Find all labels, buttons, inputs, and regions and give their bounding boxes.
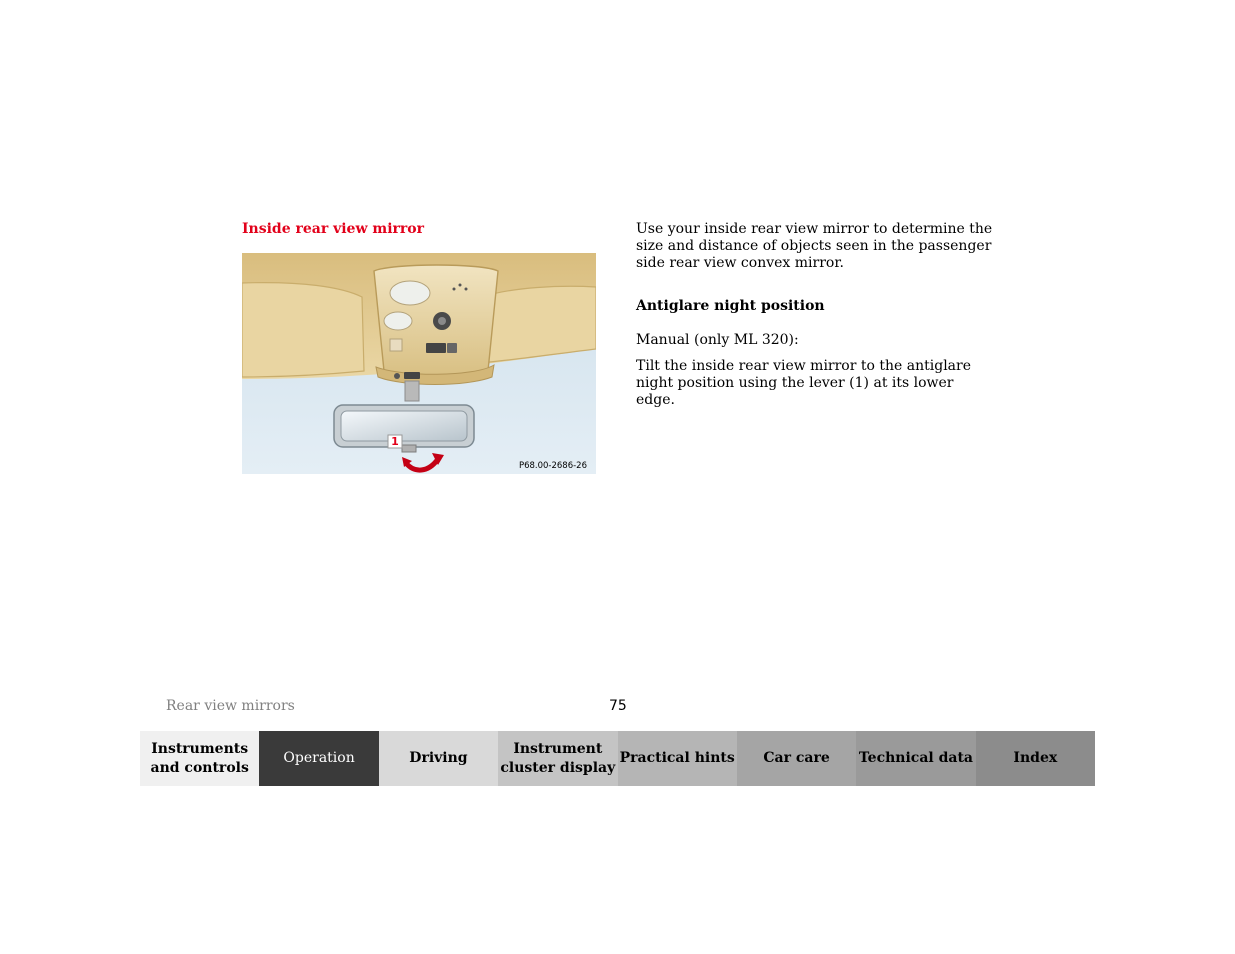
tab-instrument-cluster-display[interactable] bbox=[498, 731, 617, 786]
tab-driving[interactable] bbox=[379, 731, 498, 786]
chapter-navigation bbox=[140, 731, 1095, 786]
page-number: 75 bbox=[609, 698, 627, 714]
tab-technical-data[interactable] bbox=[856, 731, 975, 786]
tab-label: Technical data bbox=[858, 750, 973, 766]
tab-label: Index bbox=[1013, 750, 1058, 766]
tab-label: Car care bbox=[763, 750, 830, 766]
callout-number: 1 bbox=[391, 435, 399, 448]
tab-index[interactable] bbox=[976, 731, 1095, 786]
manual-note: Manual (only ML 320): bbox=[636, 332, 799, 348]
tab-label: Instruments and controls bbox=[150, 740, 249, 776]
tab-instruments-and-controls[interactable] bbox=[140, 731, 259, 786]
tab-label: Driving bbox=[409, 750, 468, 766]
mirror-illustration bbox=[242, 253, 596, 474]
tab-label: Operation bbox=[283, 750, 355, 766]
tilt-instruction: Tilt the inside rear view mirror to the antiglare night position using the lever (1) at its lower edge. bbox=[636, 358, 971, 408]
figure-code: P68.00-2686-26 bbox=[518, 461, 587, 471]
tab-label: Practical hints bbox=[619, 750, 735, 766]
tab-practical-hints[interactable] bbox=[618, 731, 737, 786]
footer-section-name: Rear view mirrors bbox=[166, 698, 295, 714]
subheading: Antiglare night position bbox=[636, 298, 825, 314]
intro-paragraph: Use your inside rear view mirror to determine the size and distance of objects seen in the passenger side rear view convex mirror. bbox=[636, 221, 993, 271]
tab-label: Instrument cluster display bbox=[500, 740, 616, 776]
mirror-illustration-graphic bbox=[242, 253, 596, 474]
section-title: Inside rear view mirror bbox=[242, 221, 424, 237]
tab-operation[interactable] bbox=[259, 731, 378, 786]
tab-car-care[interactable] bbox=[737, 731, 856, 786]
